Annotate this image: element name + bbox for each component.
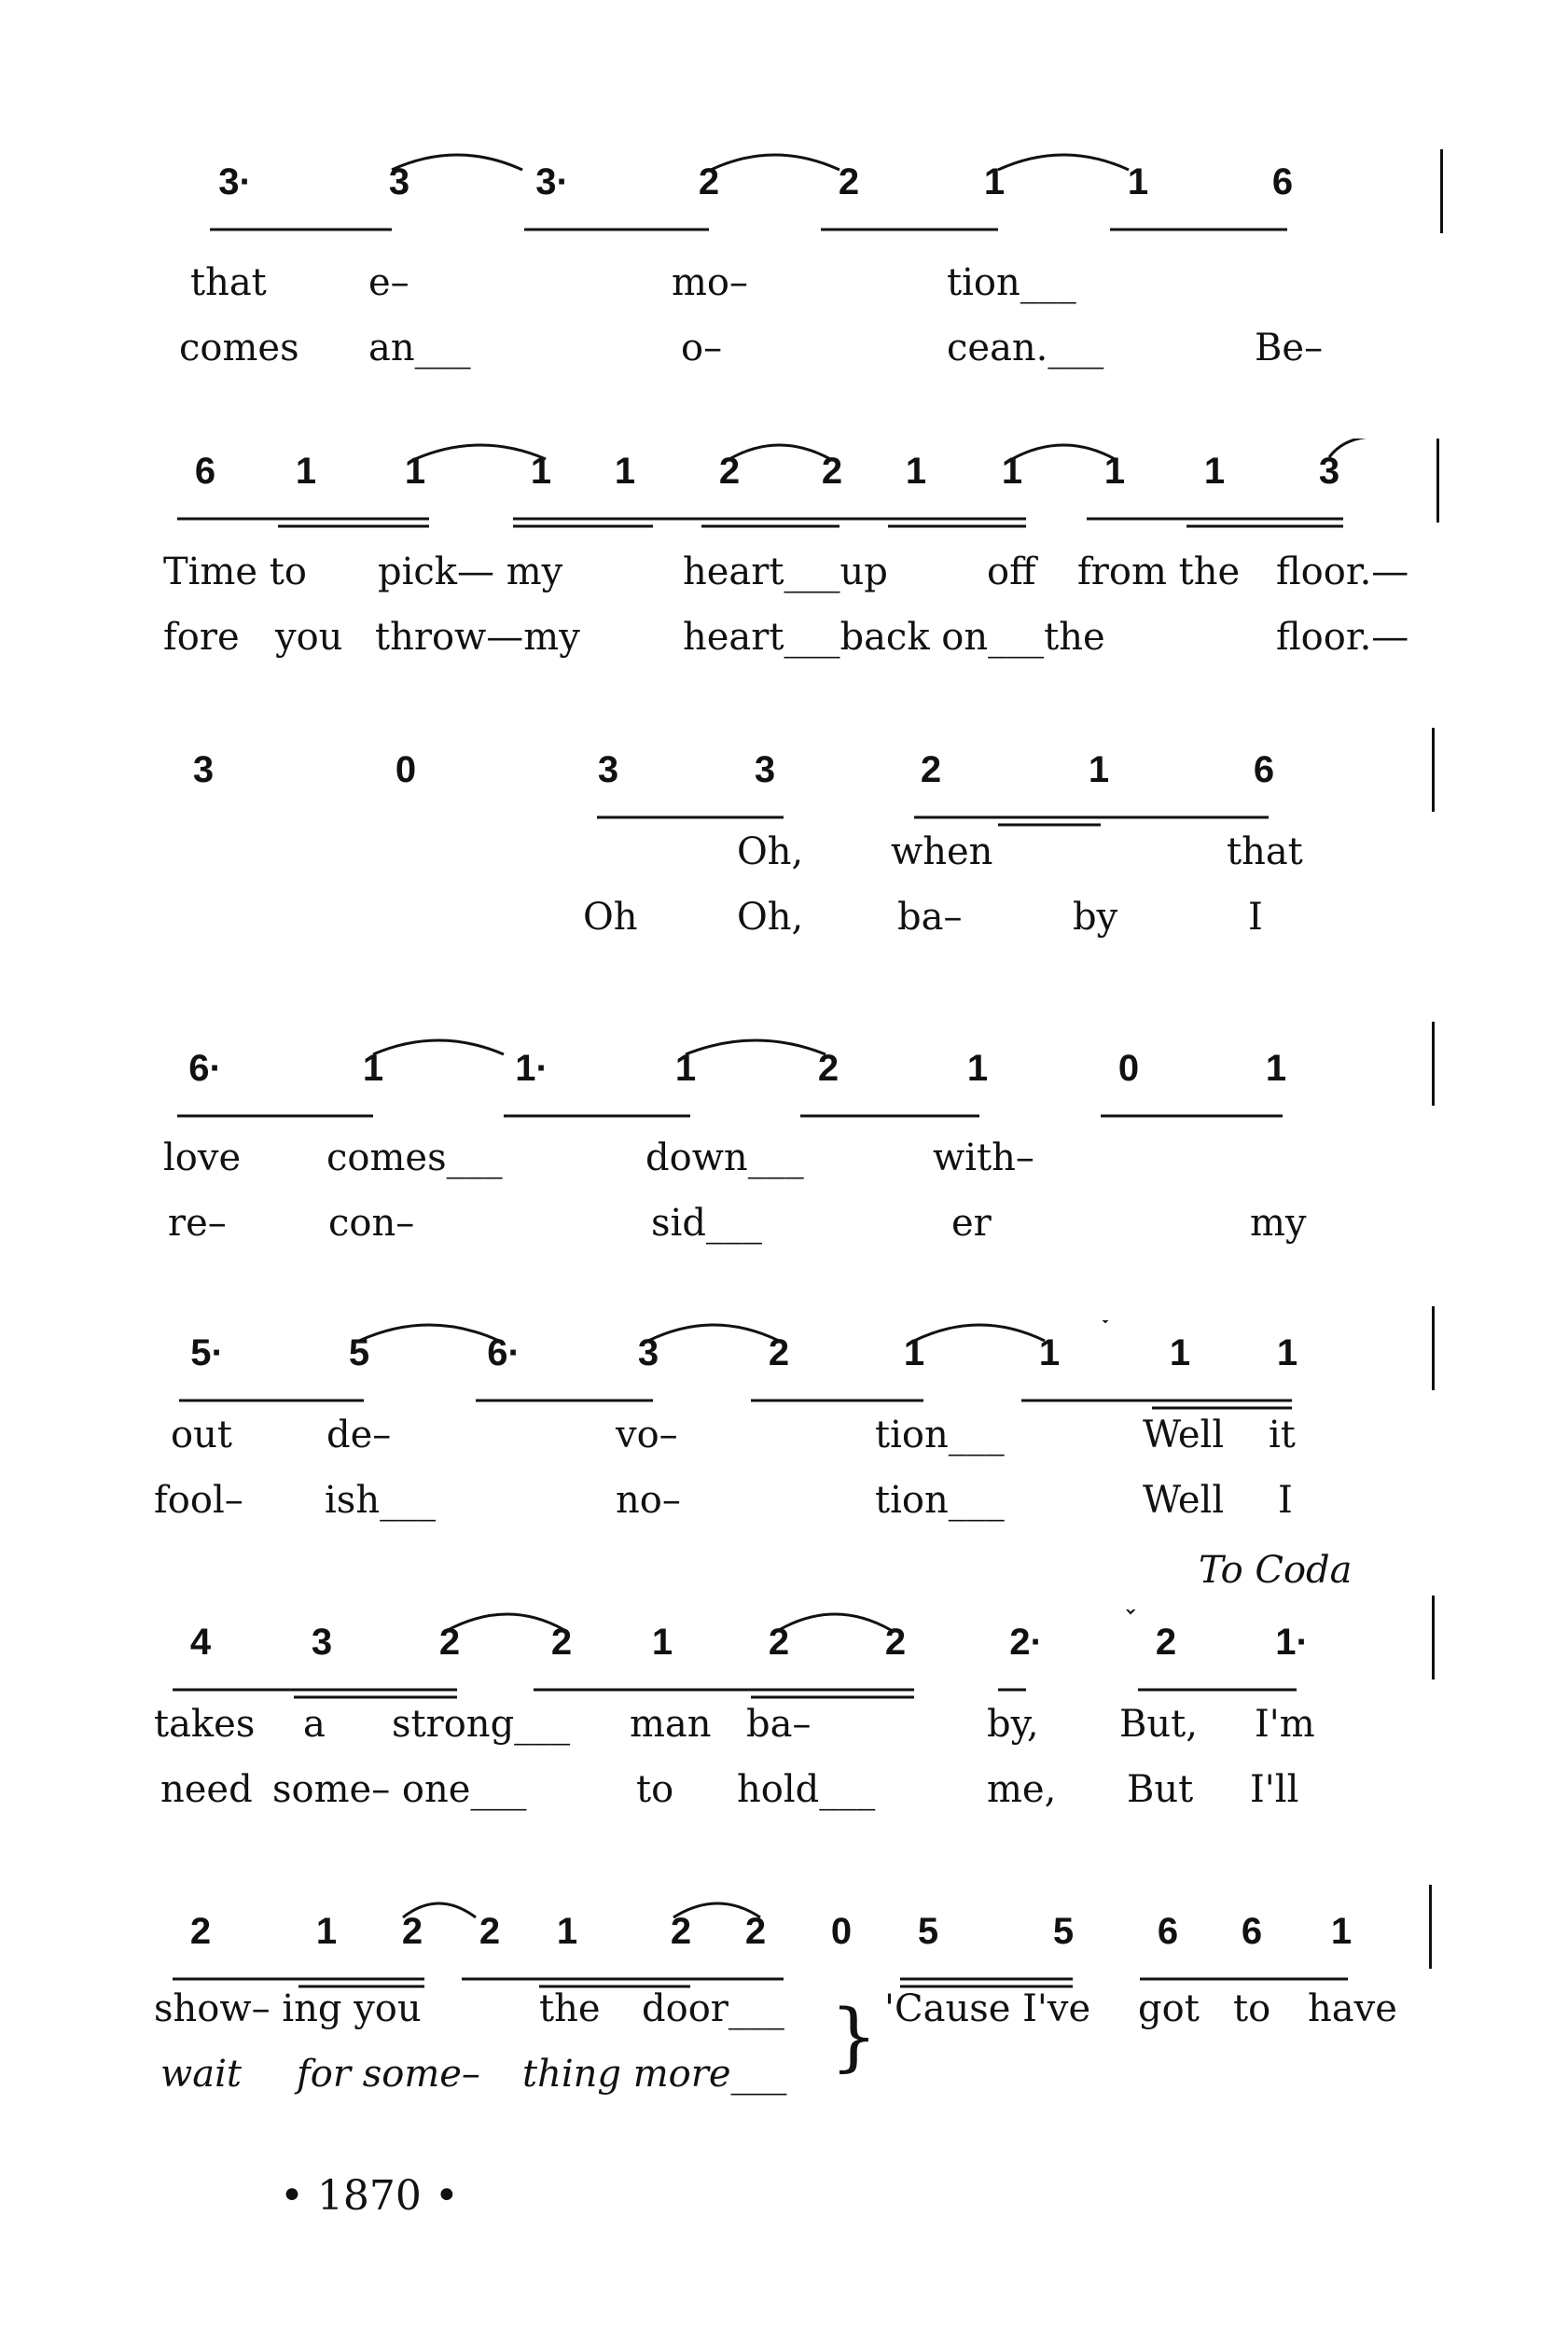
- lyric: by,: [987, 1703, 1039, 1746]
- lyric: show– ing you: [154, 1987, 422, 2030]
- lyric: I: [1248, 896, 1263, 939]
- lyric: takes: [154, 1703, 256, 1746]
- note: 2: [884, 1622, 907, 1663]
- lyric: by: [1073, 896, 1118, 939]
- note: 6·: [487, 1332, 520, 1373]
- note: 0: [830, 1911, 853, 1952]
- lyric: have: [1308, 1987, 1397, 2030]
- note: 0: [395, 749, 417, 790]
- note: 3: [388, 161, 410, 202]
- note: 1: [1001, 451, 1023, 492]
- lyric: a: [303, 1703, 326, 1746]
- note: 1: [315, 1911, 338, 1952]
- note: 1: [362, 1048, 384, 1089]
- lyric: for some–: [297, 2053, 480, 2096]
- lyric: floor.—: [1276, 616, 1409, 659]
- note: 5·: [190, 1332, 224, 1373]
- page-number: • 1870 •: [280, 2172, 459, 2220]
- note: 1: [404, 451, 426, 492]
- note: 1: [1088, 749, 1110, 790]
- lyric: an___: [368, 327, 471, 369]
- note: 2: [838, 161, 860, 202]
- note: 6: [1253, 749, 1275, 790]
- lyric: floor.—: [1276, 550, 1409, 593]
- slurs-and-beams: [0, 149, 1568, 261]
- note: 1: [1276, 1332, 1298, 1373]
- lyric: mo–: [672, 261, 749, 304]
- note: 2: [698, 161, 720, 202]
- note: 3·: [535, 161, 569, 202]
- note: 3: [597, 749, 619, 790]
- note: 1: [1103, 451, 1126, 492]
- slurs-and-beams: [0, 1036, 1568, 1148]
- note: 2: [744, 1911, 767, 1952]
- note: 2: [550, 1622, 573, 1663]
- lyric: to: [636, 1768, 674, 1811]
- note: 2: [768, 1332, 790, 1373]
- lyric: tion___: [875, 1414, 1005, 1456]
- lyric: with–: [933, 1136, 1034, 1179]
- lyric: off: [987, 550, 1036, 593]
- note: 2: [821, 451, 843, 492]
- note: 1: [903, 1332, 925, 1373]
- lyric: Oh,: [737, 830, 804, 873]
- note: 6: [1157, 1911, 1179, 1952]
- lyric: I'm: [1255, 1703, 1315, 1746]
- lyric: pick— my: [378, 550, 563, 593]
- lyric: I'll: [1250, 1768, 1299, 1811]
- lyric: me,: [987, 1768, 1057, 1811]
- slurs-and-beams: [0, 439, 1568, 550]
- note: 0: [1117, 1048, 1140, 1089]
- note: 2: [438, 1622, 461, 1663]
- lyric: need: [160, 1768, 253, 1811]
- note: 3: [311, 1622, 333, 1663]
- note: 3: [1318, 451, 1340, 492]
- lyric: love: [163, 1136, 242, 1179]
- lyric: 'Cause I've: [884, 1987, 1091, 2030]
- note: 1: [1038, 1332, 1061, 1373]
- lyric: tion___: [947, 261, 1076, 304]
- lyric: heart___up: [683, 550, 888, 593]
- lyric: some– one___: [272, 1768, 527, 1811]
- lyric: sid___: [651, 1202, 762, 1245]
- note: 1: [1203, 451, 1226, 492]
- note: 1: [674, 1048, 697, 1089]
- note: 1: [1127, 161, 1149, 202]
- lyric: Be–: [1255, 327, 1324, 369]
- lyric: when: [891, 830, 993, 873]
- lyric: down___: [645, 1136, 804, 1179]
- note: 1: [1169, 1332, 1191, 1373]
- note: 1: [295, 451, 317, 492]
- note: 6: [1241, 1911, 1263, 1952]
- note: 6: [194, 451, 216, 492]
- note: 2: [189, 1911, 212, 1952]
- note: 2·: [1009, 1622, 1043, 1663]
- notation-row-2: [0, 439, 1568, 550]
- note: 2: [920, 749, 942, 790]
- lyric: Oh,: [737, 896, 804, 939]
- note: 2: [718, 451, 741, 492]
- lyric: fool–: [154, 1479, 243, 1522]
- lyric: tion___: [875, 1479, 1005, 1522]
- lyric: But: [1127, 1768, 1194, 1811]
- lyric: Oh: [583, 896, 638, 939]
- lyric: the: [539, 1987, 601, 2030]
- note: 6: [1271, 161, 1294, 202]
- lyric: But,: [1119, 1703, 1198, 1746]
- lyric: comes: [179, 327, 299, 369]
- lyric: Time to: [163, 550, 307, 593]
- note: 6·: [188, 1048, 222, 1089]
- lyric: out: [171, 1414, 232, 1456]
- lyric: wait: [160, 2053, 242, 2096]
- note: 2: [768, 1622, 790, 1663]
- note: 1: [530, 451, 552, 492]
- lyric: got: [1138, 1987, 1200, 2030]
- lyric: re–: [168, 1202, 227, 1245]
- note: 3: [754, 749, 776, 790]
- lyric: fore: [163, 616, 240, 659]
- note: 1: [1330, 1911, 1353, 1952]
- note: 1: [651, 1622, 673, 1663]
- notation-row-1: [0, 149, 1568, 261]
- lyric: comes___: [326, 1136, 503, 1179]
- notation-row-4: [0, 1036, 1568, 1148]
- lyric: that: [1227, 830, 1303, 873]
- lyric: ba–: [897, 896, 963, 939]
- lyric: you: [275, 616, 343, 659]
- lyric: ish___: [325, 1479, 437, 1522]
- slurs-and-beams: [0, 1320, 1568, 1432]
- lyric: strong___: [392, 1703, 571, 1746]
- lyric: from the: [1077, 550, 1241, 593]
- note: 1: [966, 1048, 989, 1089]
- notation-row-5: [0, 1320, 1568, 1432]
- lyric: heart___back on___the: [683, 616, 1105, 659]
- lyric: thing more___: [522, 2053, 787, 2096]
- note: 3·: [218, 161, 252, 202]
- note: 2: [1155, 1622, 1177, 1663]
- lyric: e–: [368, 261, 409, 304]
- lyric: that: [190, 261, 267, 304]
- lyric: con–: [328, 1202, 415, 1245]
- note: 5: [348, 1332, 370, 1373]
- lyric: er: [951, 1202, 992, 1245]
- note: 1: [556, 1911, 578, 1952]
- note: 1: [983, 161, 1006, 202]
- note: 1·: [515, 1048, 548, 1089]
- lyric: I: [1278, 1479, 1293, 1522]
- lyric: no–: [616, 1479, 681, 1522]
- note: 3: [637, 1332, 659, 1373]
- lyric: throw—my: [375, 616, 580, 659]
- note: 1: [905, 451, 927, 492]
- note: 2: [817, 1048, 840, 1089]
- lyric: it: [1269, 1414, 1296, 1456]
- lyric: Well: [1143, 1479, 1225, 1522]
- lyric: ba–: [746, 1703, 812, 1746]
- to-coda-marking: To Coda: [1199, 1549, 1353, 1592]
- lyric: Well: [1143, 1414, 1225, 1456]
- note: 2: [670, 1911, 692, 1952]
- note: 5: [1052, 1911, 1075, 1952]
- note: 1: [1265, 1048, 1287, 1089]
- note: 3: [192, 749, 215, 790]
- lyric: hold___: [737, 1768, 876, 1811]
- note: 2: [479, 1911, 501, 1952]
- right-brace: }: [830, 1993, 878, 2080]
- note: 2: [401, 1911, 423, 1952]
- lyric: vo–: [616, 1414, 678, 1456]
- note: 5: [917, 1911, 939, 1952]
- note: 1: [614, 451, 636, 492]
- lyric: door___: [642, 1987, 784, 2030]
- lyric: to: [1233, 1987, 1271, 2030]
- note: 1·: [1275, 1622, 1309, 1663]
- lyric: o–: [681, 327, 723, 369]
- note: 4: [189, 1622, 212, 1663]
- lyric: de–: [326, 1414, 392, 1456]
- lyric: my: [1250, 1202, 1307, 1245]
- lyric: man: [630, 1703, 712, 1746]
- lyric: cean.___: [947, 327, 1104, 369]
